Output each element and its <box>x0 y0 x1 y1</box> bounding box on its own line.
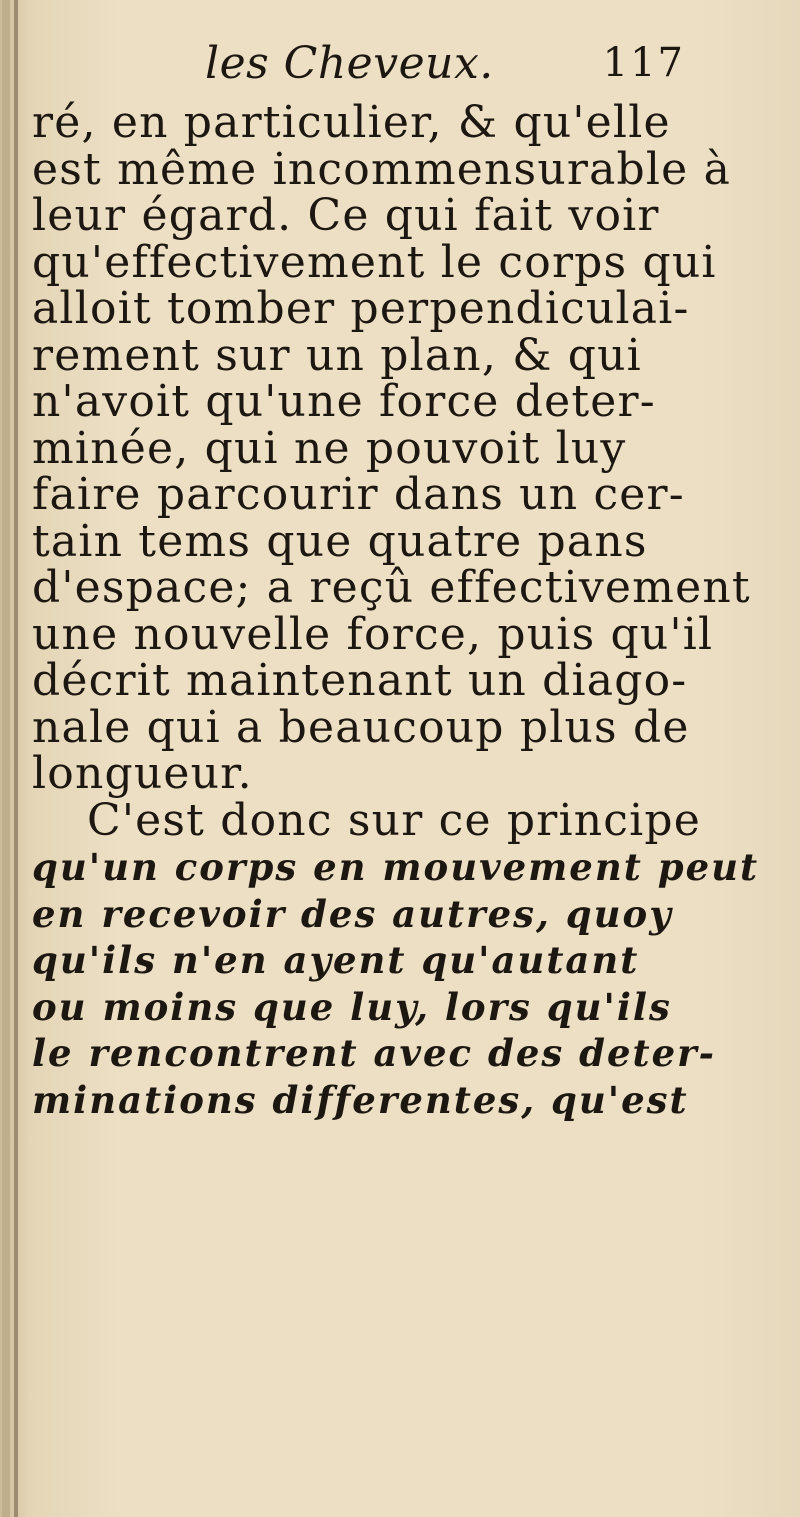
page-header <box>205 38 685 98</box>
body-text <box>32 97 760 1123</box>
text-line: alloit tomber perpendiculai- <box>32 283 690 334</box>
text-line: d'espace; a reçû effectivement <box>32 562 751 613</box>
text-line: n'avoit qu'une force deter- <box>32 376 656 427</box>
text-line: ré, en particulier, & qu'elle <box>32 97 671 148</box>
text-line: nale qui a beaucoup plus de <box>32 701 690 753</box>
text-line: longueur. <box>32 748 253 799</box>
text-line: rement sur un plan, & qui <box>32 329 642 381</box>
text-line-italic: qu'un corps en mouvement peut <box>32 845 760 889</box>
text-line-italic: qu'ils n'en ayent qu'autant <box>32 938 640 982</box>
text-line-italic: le rencontrent avec des deter- <box>32 1031 716 1075</box>
text-line: leur égard. Ce qui fait voir <box>32 190 660 241</box>
text-line: qu'effectivement le corps qui <box>32 236 717 288</box>
text-line-italic: ou moins que luy, lors qu'ils <box>32 984 672 1029</box>
page-number: 117 <box>602 40 685 86</box>
text-line-paragraph-start: C'est donc sur ce principe <box>87 794 702 846</box>
text-line: une nouvelle force, puis qu'il <box>32 608 714 660</box>
page-gutter-shadow <box>2 0 10 1517</box>
text-line: décrit maintenant un diago- <box>32 655 688 706</box>
text-line: tain tems que quatre pans <box>32 515 648 567</box>
text-line: faire parcourir dans un cer- <box>32 469 685 520</box>
text-line: minée, qui ne pouvoit luy <box>32 422 627 474</box>
text-line: est même incommensurable à <box>32 143 732 195</box>
running-head: les Cheveux. <box>205 38 494 89</box>
page-gutter-edge <box>14 0 18 1517</box>
text-line-italic: minations differentes, qu'est <box>32 1077 689 1122</box>
text-line-italic: en recevoir des autres, quoy <box>32 891 673 936</box>
